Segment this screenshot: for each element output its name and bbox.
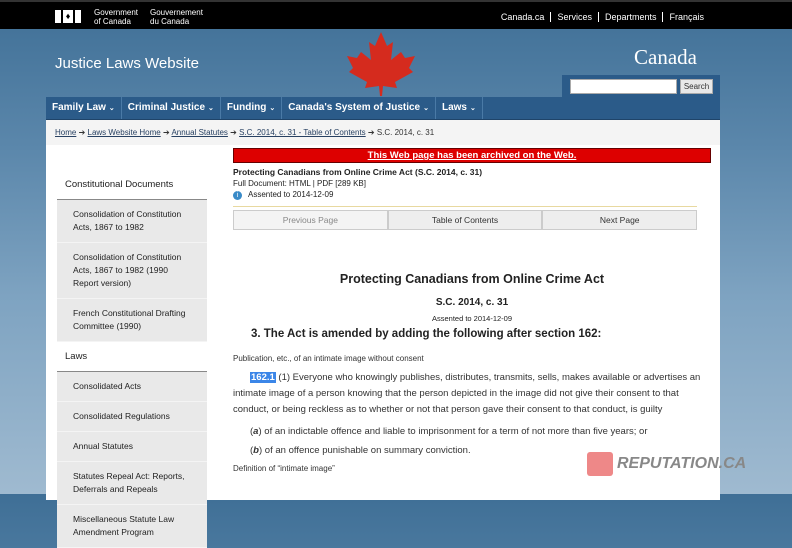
act-title: Protecting Canadians from Online Crime Act bbox=[339, 272, 605, 286]
main-nav bbox=[46, 97, 720, 120]
sidebar-item-annual-statutes[interactable]: Annual Statutes bbox=[57, 432, 207, 462]
nav-funding[interactable] bbox=[221, 97, 282, 119]
link-francais[interactable]: Français bbox=[662, 12, 710, 22]
nav-label: Canada's System of Justice bbox=[288, 102, 421, 113]
section-paragraph bbox=[233, 370, 711, 418]
reputation-logo-icon bbox=[587, 452, 613, 476]
gov-fr-signature[interactable] bbox=[150, 8, 203, 26]
nav-label: Laws bbox=[441, 102, 467, 113]
search-box bbox=[562, 75, 720, 97]
canada-flag-icon: ♦ bbox=[55, 10, 81, 23]
sidebar-item-statutes-repeal[interactable]: Statutes Repeal Act: Reports, Deferrals and Repeals bbox=[57, 462, 207, 505]
crumb-home[interactable]: Home bbox=[55, 128, 77, 137]
pdf-size: [289 KB] bbox=[335, 179, 366, 188]
assent-row bbox=[233, 190, 711, 200]
nav-label: Criminal Justice bbox=[127, 102, 206, 113]
b-text: of an offence punishable on summary conviction. bbox=[264, 445, 471, 456]
chevron-down-icon: ⌄ bbox=[269, 105, 276, 112]
doc-title: Protecting Canadians from Online Crime Act (S.C. 2014, c. 31) bbox=[233, 167, 483, 177]
sidebar-item-constitution-acts[interactable]: Consolidation of Constitution Acts, 1867 to 1982 bbox=[57, 200, 207, 243]
sidebar-item-french-drafting[interactable]: French Constitutional Drafting Committee (1990) bbox=[57, 299, 207, 342]
archived-notice[interactable]: This Web page has been archived on the Web. bbox=[233, 148, 711, 163]
nav-family-law[interactable] bbox=[46, 97, 122, 119]
gov-en-line1: Government bbox=[94, 8, 139, 17]
act-citation: S.C. 2014, c. 31 bbox=[435, 297, 509, 308]
section-heading: 3. The Act is amended by adding the following after section 162: bbox=[251, 328, 602, 340]
pdf-link[interactable]: PDF bbox=[317, 179, 334, 188]
nav-laws[interactable] bbox=[436, 97, 483, 119]
sidebar-heading-laws: Laws bbox=[57, 342, 207, 372]
full-document-row: Full Document: HTML | PDF [289 KB] bbox=[233, 179, 366, 188]
chevron-down-icon: ⌄ bbox=[470, 105, 476, 112]
main-content bbox=[233, 148, 711, 473]
maple-leaf-icon bbox=[343, 30, 419, 96]
chevron-down-icon: ⌄ bbox=[208, 105, 214, 112]
section-number: 162.1 bbox=[251, 372, 275, 383]
previous-page-button[interactable]: Previous Page bbox=[233, 210, 388, 230]
crumb-annual-statutes[interactable]: Annual Statutes bbox=[171, 128, 228, 137]
nav-label: Family Law bbox=[52, 102, 106, 113]
subparagraph-b: (b) of an offence punishable on summary conviction. bbox=[250, 445, 471, 456]
paragraph-text: (1) Everyone who knowingly publishes, distributes, transmits, sells, makes available or advertises an intimate image of a person knowing that the person depicted in the image did not give their consent to that conduct, or being reckless as to whether or not that person gave their consent to that conduct, is guilty bbox=[233, 372, 701, 415]
search-input[interactable] bbox=[570, 79, 677, 94]
a-text: of an indictable offence and liable to imprisonment for a term of not more than five years; or bbox=[264, 426, 648, 437]
link-departments[interactable]: Departments bbox=[598, 12, 663, 22]
act-assent: Assented to 2014-12-09 bbox=[431, 314, 513, 323]
canada-wordmark: Canada bbox=[634, 45, 697, 69]
marginal-note: Publication, etc., of an intimate image without consent bbox=[233, 354, 424, 363]
chevron-down-icon: ⌄ bbox=[108, 105, 115, 112]
nav-system-of-justice[interactable] bbox=[282, 97, 436, 119]
sidebar-heading-constitutional: Constitutional Documents bbox=[57, 170, 207, 200]
html-link[interactable]: HTML bbox=[289, 179, 311, 188]
crumb-toc[interactable]: S.C. 2014, c. 31 - Table of Contents bbox=[239, 128, 366, 137]
subparagraph-a: (a) of an indictable offence and liable to imprisonment for a term of not more than five years; or bbox=[250, 426, 648, 437]
crumb-current: S.C. 2014, c. 31 bbox=[376, 128, 435, 137]
breadcrumb: Home ➔ Laws Website Home ➔ Annual Statutes ➔ S.C. 2014, c. 31 - Table of Contents ➔ S.C. 2014, c. 31 bbox=[46, 120, 720, 145]
pager bbox=[233, 206, 697, 230]
link-services[interactable]: Services bbox=[550, 12, 598, 22]
watermark-text: REPUTATION.CA bbox=[617, 455, 747, 472]
sidebar-item-consolidated-acts[interactable]: Consolidated Acts bbox=[57, 372, 207, 402]
a-label: a bbox=[253, 426, 259, 437]
gov-en-signature[interactable] bbox=[94, 8, 138, 26]
top-bar bbox=[0, 0, 792, 29]
nav-label: Funding bbox=[226, 102, 267, 113]
crumb-laws-home[interactable]: Laws Website Home bbox=[87, 128, 161, 137]
full-doc-label: Full Document: bbox=[233, 179, 287, 188]
nav-criminal-justice[interactable] bbox=[122, 97, 221, 119]
sidebar-item-consolidated-regulations[interactable]: Consolidated Regulations bbox=[57, 402, 207, 432]
gov-fr-line1: Gouvernement bbox=[150, 8, 203, 17]
sidebar bbox=[57, 170, 207, 548]
gov-fr-line2: du Canada bbox=[150, 17, 190, 26]
link-canada-ca[interactable]: Canada.ca bbox=[500, 12, 545, 22]
site-title[interactable]: Justice Laws Website bbox=[55, 55, 199, 72]
chevron-down-icon: ⌄ bbox=[423, 105, 429, 112]
assent-date: Assented to 2014-12-09 bbox=[248, 190, 334, 199]
info-icon: i bbox=[233, 191, 242, 200]
top-links bbox=[495, 12, 710, 22]
marginal-note-definition: Definition of “intimate image” bbox=[233, 464, 335, 473]
sidebar-item-misc-statute[interactable]: Miscellaneous Statute Law Amendment Program bbox=[57, 505, 207, 548]
search-button[interactable]: Search bbox=[680, 79, 713, 94]
table-of-contents-button[interactable]: Table of Contents bbox=[388, 210, 543, 230]
b-label: b bbox=[253, 445, 259, 456]
sidebar-item-constitution-acts-1990[interactable]: Consolidation of Constitution Acts, 1867 to 1982 (1990 Report version) bbox=[57, 243, 207, 299]
watermark bbox=[587, 452, 746, 476]
content-panel bbox=[46, 120, 720, 537]
next-page-button[interactable]: Next Page bbox=[542, 210, 697, 230]
gov-en-line2: of Canada bbox=[94, 17, 131, 26]
